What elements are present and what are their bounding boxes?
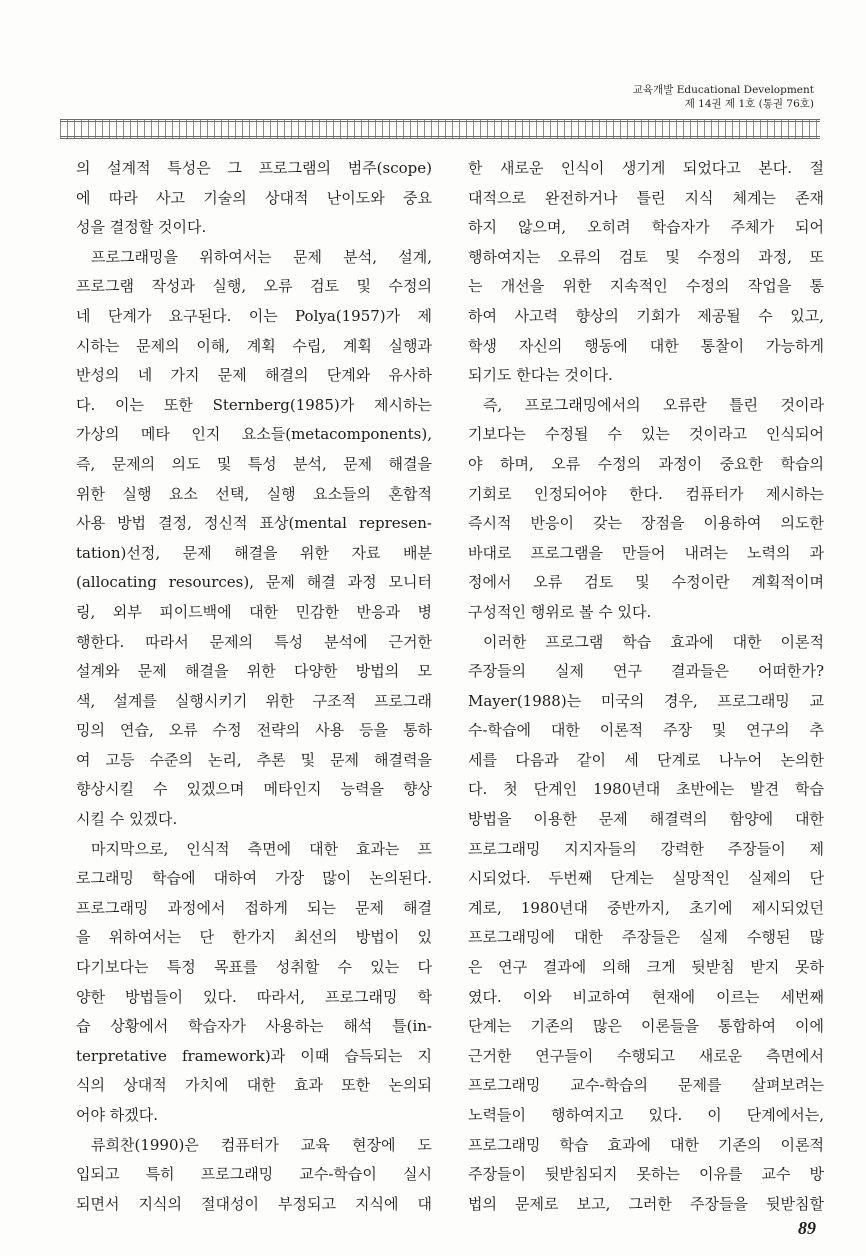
- text-line: 색, 설계를 실행시키기 위한 구조적 프로그래: [76, 691, 432, 710]
- running-header: [633, 83, 814, 111]
- text-line: 행한다. 따라서 문제의 특성 분석에 근거한: [76, 632, 432, 651]
- text-line: 다기보다는 특정 목표를 성취할 수 있는 다: [76, 958, 432, 977]
- left-column: [76, 154, 432, 1219]
- text-line: 하지 않으며, 오히려 학습자가 주체가 되어: [468, 218, 824, 237]
- text-line: 방법을 이용한 문제 해결력의 함양에 대한: [468, 810, 824, 829]
- text-line: 는 개선을 위한 지속적인 수정의 작업을 통: [468, 277, 824, 296]
- text-line: 즉, 프로그래밍에서의 오류란 틀린 것이라: [483, 395, 824, 414]
- text-line: 되기도 한다는 것이다.: [468, 366, 613, 385]
- text-line: 대적으로 완전하거나 틀린 지식 체계는 존재: [468, 188, 824, 207]
- text-line: 다. 이는 또한 Sternberg(1985)가 제시하는: [76, 395, 432, 414]
- text-line: 주장들이 뒷받침되지 못하는 이유를 교수 방: [468, 1165, 824, 1184]
- text-line: 반성의 네 가지 문제 해결의 단계와 유사하: [76, 366, 432, 385]
- text-line: 노력들이 행하여지고 있다. 이 단계에서는,: [468, 1106, 824, 1124]
- issue-info: 제 14권 제 1호 (통권 76호): [684, 98, 814, 110]
- text-line: 프로그래밍에 대한 주장들은 실제 수행된 많: [468, 928, 824, 947]
- text-line: 어야 하겠다.: [76, 1106, 158, 1124]
- text-line: 로그래밍 학습에 대하여 가장 많이 논의된다.: [76, 869, 432, 888]
- text-line: 마지막으로, 인식적 측면에 대한 효과는 프: [91, 839, 432, 858]
- text-line: 세를 다음과 같이 세 단계로 나누어 논의한: [468, 750, 824, 769]
- text-line: 프로그램 작성과 실행, 오류 검토 및 수정의: [76, 277, 432, 296]
- text-line: 가상의 메타 인지 요소들(metacomponents),: [76, 425, 432, 444]
- text-line: 주장들의 실제 연구 결과들은 어떠한가?: [468, 662, 824, 681]
- text-line: 야 하며, 오류 수정의 과정이 중요한 학습의: [468, 454, 824, 473]
- text-line: 의 설계적 특성은 그 프로그램의 범주(scope): [76, 159, 432, 177]
- text-line: 은 연구 결과에 의해 크게 뒷받침 받지 못하: [468, 958, 824, 977]
- text-line: 양한 방법들이 있다. 따라서, 프로그래밍 학: [76, 987, 432, 1006]
- text-line: 학생 자신의 행동에 대한 통찰이 가능하게: [468, 336, 824, 355]
- text-line: 향상시킬 수 있겠으며 메타인지 능력을 향상: [76, 780, 432, 799]
- text-line: 사용 방법 결정, 정신적 표상(mental represen-: [76, 514, 432, 533]
- text-line: Mayer(1988)는 미국의 경우, 프로그래밍 교: [468, 691, 824, 710]
- text-line: 근거한 연구들이 수행되고 새로운 측면에서: [468, 1046, 824, 1065]
- text-line: 습 상황에서 학습자가 사용하는 해석 틀(in-: [76, 1017, 432, 1036]
- text-line: 네 단계가 요구된다. 이는 Polya(1957)가 제: [76, 306, 432, 325]
- text-line: 설계와 문제 해결을 위한 다양한 방법의 모: [76, 662, 432, 681]
- text-line: 이러한 프로그램 학습 효과에 대한 이론적: [483, 632, 824, 651]
- text-line: 에 따라 사고 기술의 상대적 난이도와 중요: [76, 188, 432, 207]
- text-line: 프로그래밍 과정에서 접하게 되는 문제 해결: [76, 898, 432, 917]
- text-line: tation)선정, 문제 해결을 위한 자료 배분: [76, 543, 432, 562]
- text-line: 되면서 지식의 절대성이 부정되고 지식에 대: [76, 1194, 432, 1213]
- text-line: 프로그래밍 교수-학습의 문제를 살펴보려는: [468, 1076, 824, 1095]
- text-line: (allocating resources), 문제 해결 과정 모니터: [76, 573, 432, 592]
- text-line: 바대로 프로그램을 만들어 내려는 노력의 과: [468, 543, 824, 562]
- text-line: 구성적인 행위로 볼 수 있다.: [468, 602, 652, 621]
- text-line: 프로그래밍 학습 효과에 대한 기존의 이론적: [468, 1135, 824, 1154]
- text-line: 한 새로운 인식이 생기게 되었다고 본다. 절: [468, 159, 824, 177]
- text-line: 계로, 1980년대 중반까지, 초기에 제시되었던: [468, 898, 824, 917]
- text-line: 다. 첫 단계인 1980년대 초반에는 발견 학습: [468, 780, 824, 799]
- journal-title: 교육개발 Educational Development: [632, 84, 814, 96]
- text-line: 단계는 기존의 많은 이론들을 통합하여 이에: [468, 1017, 824, 1036]
- text-line: terpretative framework)과 이때 습득되는 지: [76, 1046, 432, 1065]
- text-line: 성을 결정할 것이다.: [76, 218, 207, 237]
- text-line: 행하여지는 오류의 검토 및 수정의 과정, 또: [468, 247, 824, 266]
- text-line: 하여 사고력 향상의 기회가 제공될 수 있고,: [468, 306, 824, 325]
- text-line: 을 위하여서는 단 한가지 최선의 방법이 있: [76, 928, 432, 947]
- text-line: 였다. 이와 비교하여 현재에 이르는 세번째: [468, 987, 824, 1006]
- text-line: 링, 외부 피이드백에 대한 민감한 반응과 병: [76, 602, 432, 621]
- text-line: 즉, 문제의 의도 및 특성 분석, 문제 해결을: [76, 454, 432, 473]
- right-column: [468, 154, 824, 1219]
- text-line: 식의 상대적 가치에 대한 효과 또한 논의되: [76, 1076, 432, 1095]
- text-line: 기회로 인정되어야 한다. 컴퓨터가 제시하는: [468, 484, 824, 503]
- text-line: 수-학습에 대한 이론적 주장 및 연구의 추: [468, 721, 824, 740]
- text-line: 위한 실행 요소 선택, 실행 요소들의 혼합적: [76, 484, 432, 503]
- text-line: 입되고 특히 프로그래밍 교수-학습이 실시: [76, 1165, 432, 1184]
- page-number: 89: [798, 1218, 816, 1238]
- text-line: 프로그래밍 지지자들의 강력한 주장들이 제: [468, 839, 824, 858]
- text-line: 법의 문제로 보고, 그러한 주장들을 뒷받침할: [468, 1194, 824, 1213]
- text-line: 정에서 오류 검토 및 수정이란 계획적이며: [468, 573, 824, 592]
- text-line: 기보다는 수정될 수 있는 것이라고 인식되어: [468, 425, 824, 444]
- text-line: 류희찬(1990)은 컴퓨터가 교육 현장에 도: [91, 1135, 432, 1154]
- text-line: 여 고등 수준의 논리, 추론 및 문제 해결력을: [76, 750, 432, 769]
- text-line: 프로그래밍을 위하여서는 문제 분석, 설계,: [91, 247, 432, 266]
- header-rule: [60, 119, 820, 139]
- text-line: 즉시적 반응이 갖는 장점을 이용하여 의도한: [468, 514, 824, 533]
- text-line: 시되었다. 두번째 단계는 실망적인 실제의 단: [468, 869, 824, 888]
- text-line: 시하는 문제의 이해, 계획 수립, 계획 실행과: [76, 336, 432, 355]
- text-line: 밍의 연습, 오류 수정 전략의 사용 등을 통하: [76, 721, 432, 740]
- text-line: 시킬 수 있겠다.: [76, 810, 178, 829]
